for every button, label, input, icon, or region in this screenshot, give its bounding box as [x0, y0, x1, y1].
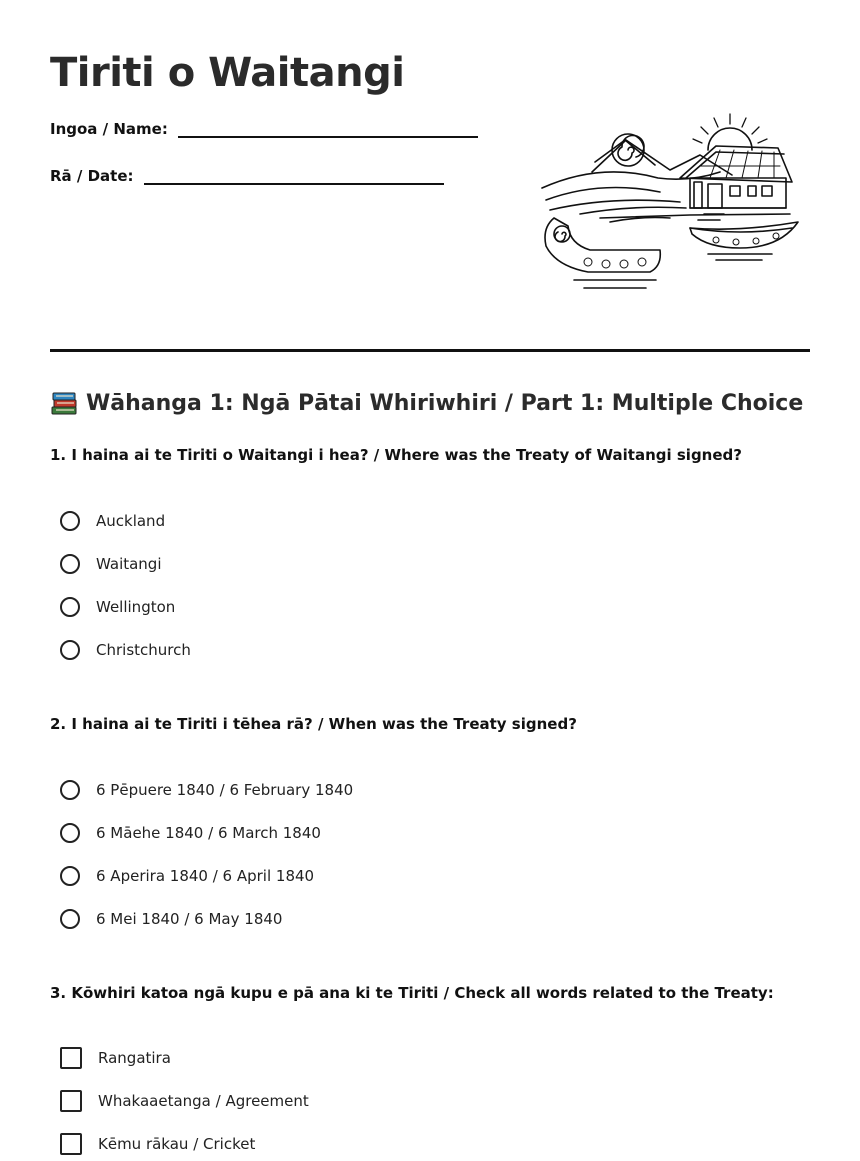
option-label: Christchurch [96, 641, 191, 659]
wharenui-waka-illustration [540, 110, 802, 300]
section-divider [50, 349, 810, 352]
option-label: 6 Mei 1840 / 6 May 1840 [96, 910, 283, 928]
checkbox[interactable] [60, 1090, 82, 1112]
q1-option-waitangi[interactable] [60, 554, 162, 574]
q1-option-wellington[interactable] [60, 597, 175, 617]
option-label: Auckland [96, 512, 166, 530]
name-input-line[interactable] [178, 120, 478, 138]
radio-button[interactable] [60, 866, 80, 886]
section-heading [50, 390, 803, 416]
option-label: 6 Māehe 1840 / 6 March 1840 [96, 824, 321, 842]
checkbox[interactable] [60, 1047, 82, 1069]
question-2-text: 2. I haina ai te Tiriti i tēhea rā? / When was the Treaty signed? [50, 715, 577, 733]
books-icon [50, 390, 78, 416]
radio-button[interactable] [60, 909, 80, 929]
option-label: Rangatira [98, 1049, 171, 1067]
q2-option-february[interactable] [60, 780, 353, 800]
date-field [50, 167, 444, 185]
option-label: Waitangi [96, 555, 162, 573]
checkbox[interactable] [60, 1133, 82, 1155]
radio-button[interactable] [60, 823, 80, 843]
option-label: Wellington [96, 598, 176, 616]
radio-button[interactable] [60, 511, 80, 531]
question-3-text: 3. Kōwhiri katoa ngā kupu e pā ana ki te Tiriti / Check all words related to the Treaty: [50, 984, 774, 1002]
question-1-text: 1. I haina ai te Tiriti o Waitangi i hea? / Where was the Treaty of Waitangi signed? [50, 446, 742, 464]
date-input-line[interactable] [144, 167, 444, 185]
q2-option-march[interactable] [60, 823, 321, 843]
section-heading-text: Wāhanga 1: Ngā Pātai Whiriwhiri / Part 1: Multiple Choice [86, 390, 804, 416]
date-label: Rā / Date: [50, 167, 134, 185]
name-field [50, 120, 478, 138]
option-label: Kēmu rākau / Cricket [98, 1135, 256, 1153]
q2-option-april[interactable] [60, 866, 314, 886]
q3-option-cricket[interactable] [60, 1133, 255, 1155]
option-label: 6 Aperira 1840 / 6 April 1840 [96, 867, 315, 885]
page-title: Tiriti o Waitangi [50, 50, 405, 96]
option-label: 6 Pēpuere 1840 / 6 February 1840 [96, 781, 354, 799]
radio-button[interactable] [60, 554, 80, 574]
radio-button[interactable] [60, 597, 80, 617]
q1-option-christchurch[interactable] [60, 640, 191, 660]
q3-option-rangatira[interactable] [60, 1047, 171, 1069]
radio-button[interactable] [60, 780, 80, 800]
option-label: Whakaaetanga / Agreement [98, 1092, 309, 1110]
name-label: Ingoa / Name: [50, 120, 168, 138]
radio-button[interactable] [60, 640, 80, 660]
q1-option-auckland[interactable] [60, 511, 165, 531]
q2-option-may[interactable] [60, 909, 282, 929]
q3-option-agreement[interactable] [60, 1090, 309, 1112]
